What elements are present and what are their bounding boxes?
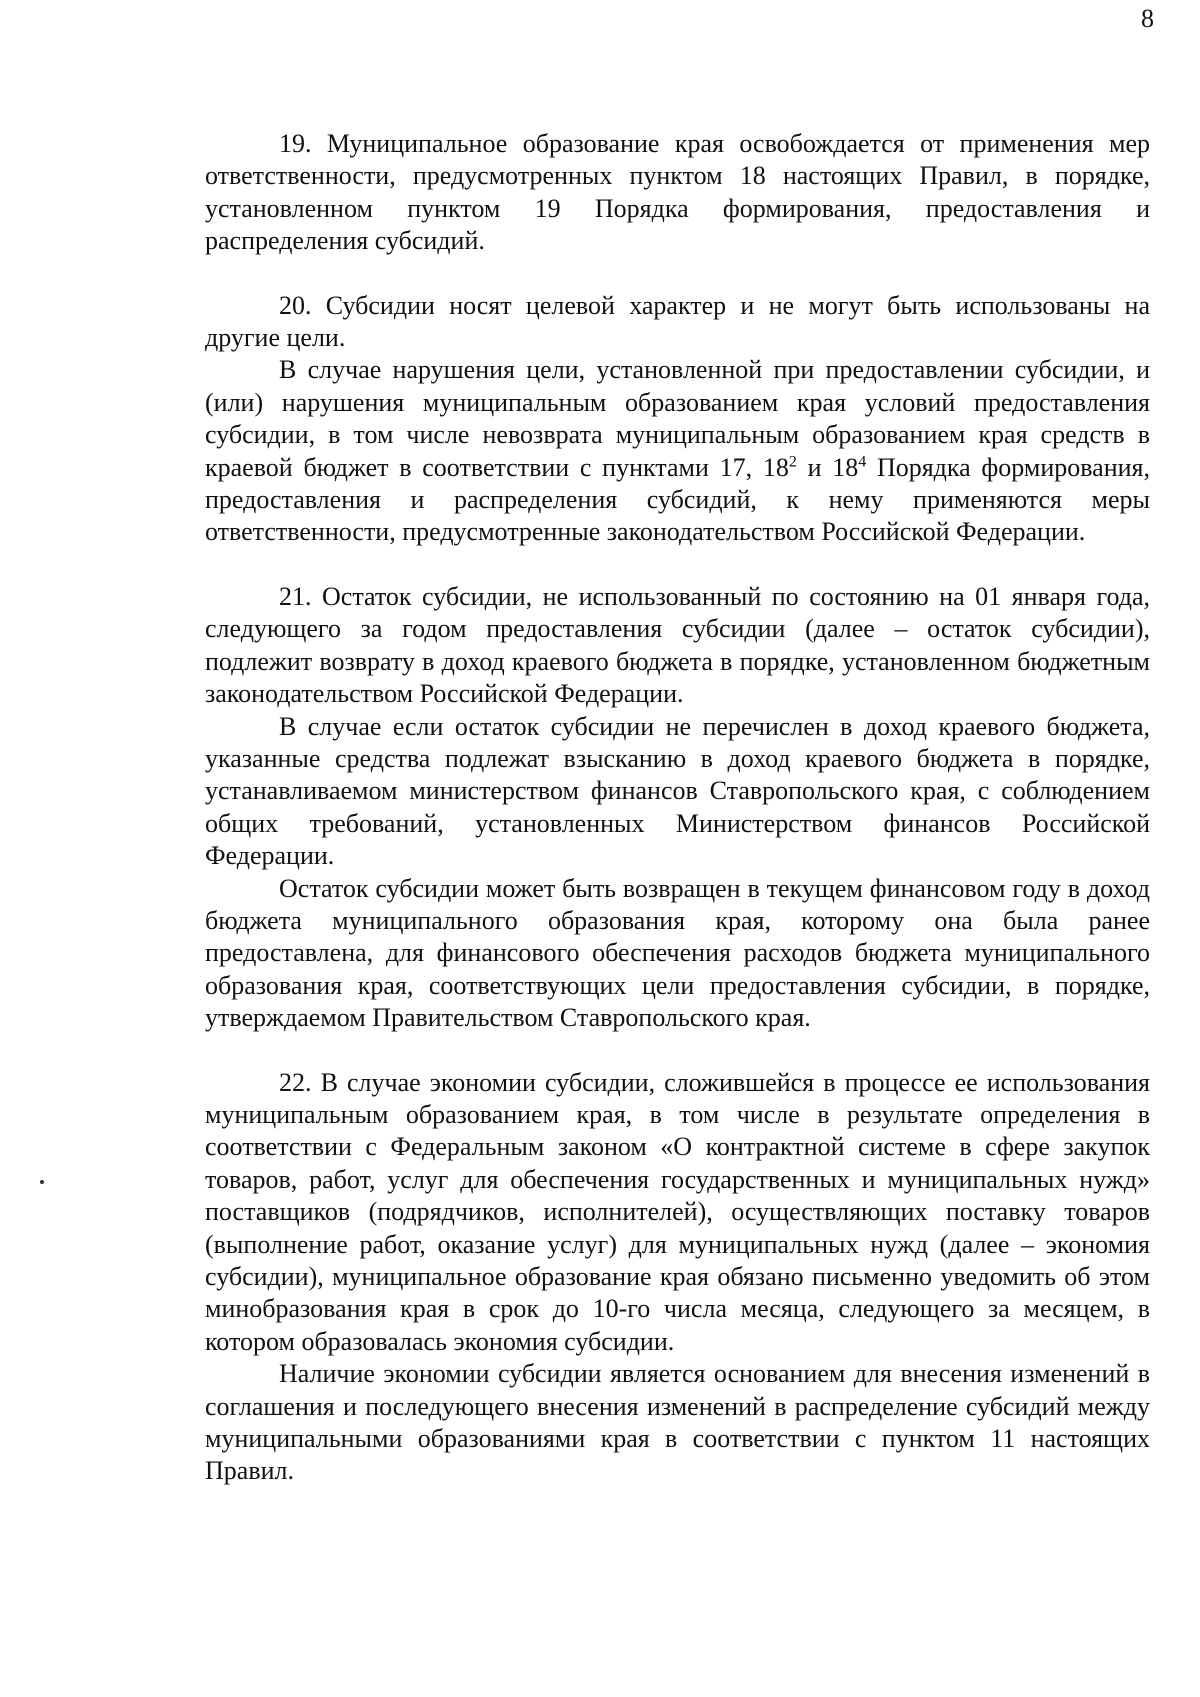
paragraph-20-liability [205, 354, 1150, 548]
paragraph-20-liability-text-3: Порядка формирования, предоставления и распределения субсидий, к нему применяются меры ответственности, предусмотренные законодательством Российской Федерации. [205, 452, 1150, 547]
paragraph-22-savings: Наличие экономии субсидии является основанием для внесения изменений в соглашения и последующего внесения изменений в распределение субсидий между муниципальными образованиями края в соответствии с пунктом 11 настоящих Правил. [205, 1359, 1150, 1486]
document-body [205, 128, 1150, 1488]
paragraph-21-return: Остаток субсидии может быть возвращен в текущем финансовом году в доход бюджета муниципального образования края, которому она была ранее предоставлена, для финансового обеспечения расходов бюджета муниципального образования края, соответствующих цели предоставления субсидии, в порядке, утверждаемом Правительством Ставропольского края. [205, 873, 1150, 1033]
paragraph-21-recovery: В случае если остаток субсидии не перечислен в доход краевого бюджета, указанные средства подлежат взысканию в доход краевого бюджета в порядке, устанавливаемом министерством финансов Ставропольского края, с соблюдением общих требований, установленных Министерством финансов Российской Федерации. [205, 711, 1150, 871]
paragraph-19: 19. Муниципальное образование края освобождается от применения мер ответственности, предусмотренных пунктом 18 настоящих Правил, в порядке, установленном пунктом 19 Порядка формирования, предоставления и распределения субсидий. [205, 129, 1150, 256]
paragraph-20: 20. Субсидии носят целевой характер и не могут быть использованы на другие цели. [205, 290, 1150, 353]
scan-artifact-dot [40, 1180, 44, 1184]
superscript-2: 2 [788, 453, 797, 470]
paragraph-20-liability-text-1: В случае нарушения цели, установленной при предоставлении субсидии, и (или) нарушения муниципальным образованием края условий предоставления субсидии, в том числе невозврата муниципальным образованием края средств в краевой бюджет в соответствии с пунктами 17, 18 [205, 355, 1150, 482]
superscript-4: 4 [858, 453, 867, 470]
paragraph-20-liability-text-2: и 18 [796, 452, 859, 482]
page-number: 8 [1141, 4, 1154, 33]
paragraph-21: 21. Остаток субсидии, не использованный по состоянию на 01 января года, следующего за годом предоставления субсидии (далее – остаток субсидии), подлежит возврату в доход краевого бюджета в порядке, установленном бюджетным законодательством Российской Федерации. [205, 581, 1150, 709]
paragraph-22: 22. В случае экономии субсидии, сложившейся в процессе ее использования муниципальным образованием края, в том числе в результате определения в соответствии с Федеральным законом «О контрактной системе в сфере закупок товаров, работ, услуг для обеспечения государственных и муниципальных нужд» поставщиков (подрядчиков, исполнителей), осуществляющих поставку товаров (выполнение работ, оказание услуг) для муниципальных нужд (далее – экономия субсидии), муниципальное образование края обязано письменно уведомить об этом минобразования края в срок до 10-го числа месяца, следующего за месяцем, в котором образовалась экономия субсидии. [205, 1067, 1150, 1356]
